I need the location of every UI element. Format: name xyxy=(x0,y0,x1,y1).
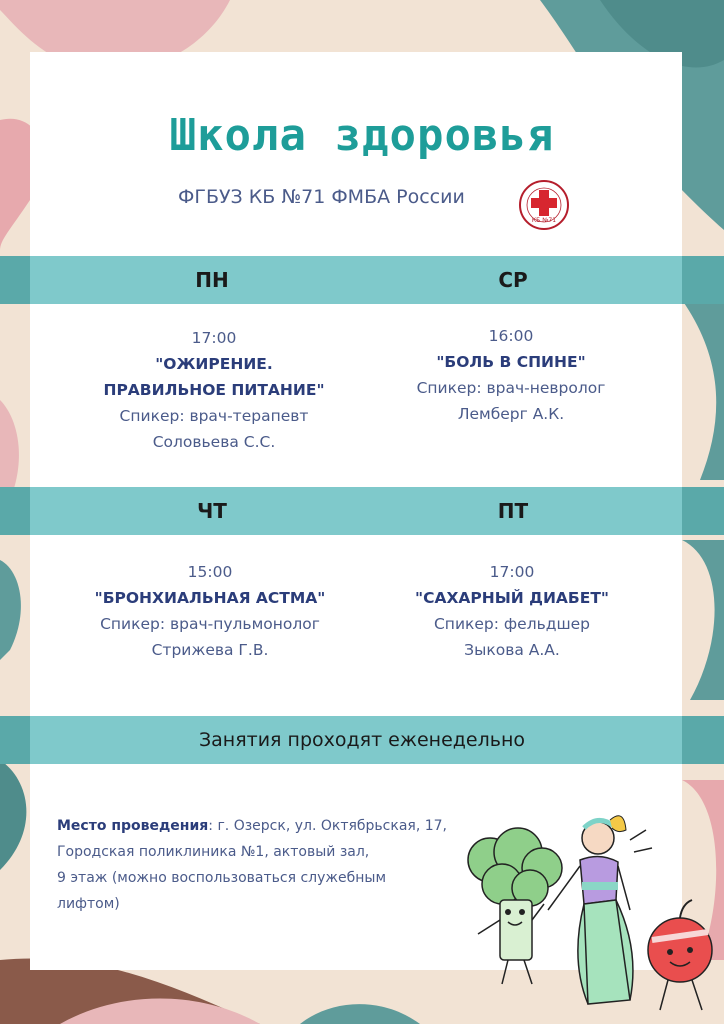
session-topic-line: "БРОНХИАЛЬНАЯ АСТМА" xyxy=(94,589,326,607)
organization-subtitle: ФГБУЗ КБ №71 ФМБА России xyxy=(178,186,465,208)
venue-line: : г. Озерск, ул. Октябрьская, 17, xyxy=(208,818,447,834)
venue-label: Место проведения xyxy=(57,818,209,834)
session-time: 17:00 xyxy=(191,329,237,347)
session-mon xyxy=(49,325,379,455)
session-thu xyxy=(45,559,375,663)
session-speaker-name: Соловьева С.С. xyxy=(152,433,276,451)
session-speaker-name: Лемберг А.К. xyxy=(457,405,565,423)
session-speaker-name: Зыкова А.А. xyxy=(464,641,560,659)
weekly-band xyxy=(0,716,724,764)
session-speaker-name: Стрижева Г.В. xyxy=(151,641,269,659)
weekly-note: Занятия проходят еженедельно xyxy=(198,729,526,751)
session-time: 15:00 xyxy=(187,563,233,581)
session-topic-line: ПРАВИЛЬНОЕ ПИТАНИЕ" xyxy=(103,381,325,399)
days-band-1 xyxy=(0,256,724,304)
session-topic-line: "САХАРНЫЙ ДИАБЕТ" xyxy=(415,589,609,607)
logo-text: КБ №71 xyxy=(531,217,557,224)
page-title: Школа здоровья xyxy=(169,110,555,161)
venue-line: лифтом) xyxy=(57,896,120,912)
session-topic-line: "ОЖИРЕНИЕ. xyxy=(155,355,273,373)
venue-line: 9 этаж (можно воспользоваться служебным xyxy=(57,870,387,886)
broccoli-character-icon xyxy=(468,828,562,984)
session-fri xyxy=(347,559,677,663)
session-speaker: Спикер: врач-терапевт xyxy=(119,407,309,425)
session-speaker: Спикер: врач-пульмонолог xyxy=(100,615,320,633)
runner-character-icon xyxy=(548,816,652,1004)
session-speaker: Спикер: врач-невролог xyxy=(416,379,606,397)
day-label-mon: ПН xyxy=(195,268,229,292)
venue-line: Городская поликлиника №1, актовый зал, xyxy=(57,844,370,860)
days-band-2 xyxy=(0,487,724,535)
session-speaker: Спикер: фельдшер xyxy=(433,615,591,633)
healthy-lifestyle-illustration xyxy=(420,800,724,1024)
venue-info xyxy=(57,813,447,917)
session-time: 17:00 xyxy=(489,563,535,581)
session-time: 16:00 xyxy=(488,327,534,345)
day-label-wed: СР xyxy=(498,268,528,292)
session-topic-line: "БОЛЬ В СПИНЕ" xyxy=(436,353,586,371)
day-label-fri: ПТ xyxy=(497,499,529,523)
apple-character-icon xyxy=(648,900,712,1010)
day-label-thu: ЧТ xyxy=(197,499,227,523)
hospital-logo-icon xyxy=(518,179,570,231)
session-wed xyxy=(346,323,676,427)
